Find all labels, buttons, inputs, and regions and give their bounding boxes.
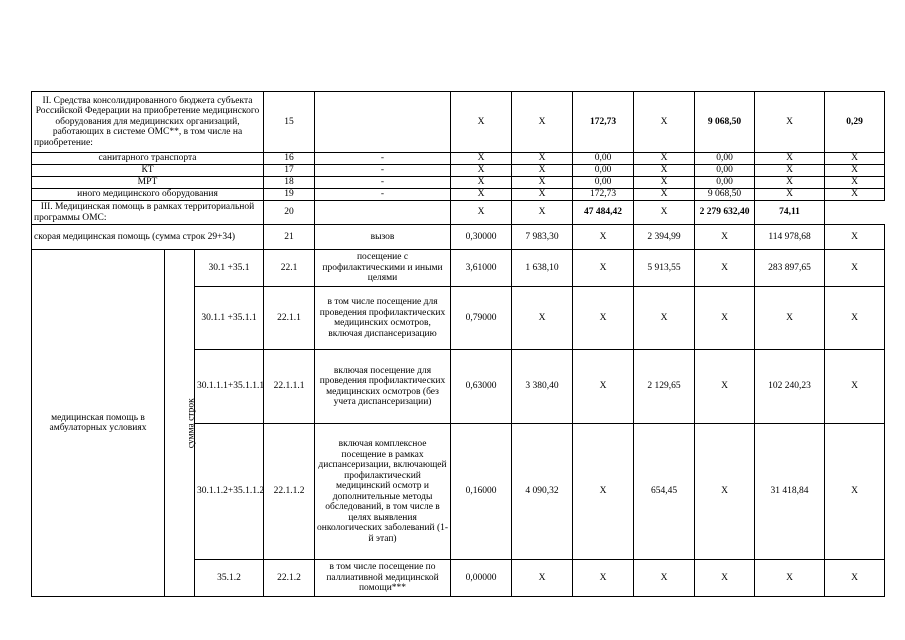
table-row [32,189,885,201]
sum-rows-vertical-label [165,250,195,597]
value-cell: X [573,350,634,424]
row-name: II. Средства консолидированного бюджета субъекта Российской Федерации на приобретение медицинского оборудования для медицинских организаций, работающих в системе ОМС**, в том числе на приобретение: [32,92,264,153]
value-cell: 3,61000 [451,250,512,287]
value-cell: X [512,92,573,153]
sum-cell: 30.1.1.1+35.1.1.1 [195,350,264,424]
value-cell: X [512,560,573,597]
value-cell: X [755,177,825,189]
value-cell: 0,00 [695,177,755,189]
value-cell: X [755,92,825,153]
value-cell: X [825,177,885,189]
value-cell: 283 897,65 [755,250,825,287]
value-cell: X [825,287,885,350]
table-row [32,201,885,225]
row-name: МРТ [32,177,264,189]
unit-cell: - [315,189,451,201]
sum-cell: 35.1.2 [195,560,264,597]
unit-cell: в том числе посещение по паллиативной медицинской помощи*** [315,560,451,597]
value-cell: 2 129,65 [634,350,695,424]
value-cell: X [634,177,695,189]
value-cell: X [451,92,512,153]
value-cell: 0,00 [695,153,755,165]
value-cell: X [573,560,634,597]
value-cell: 0,00000 [451,560,512,597]
value-cell: 0,00 [573,177,634,189]
value-cell: X [573,250,634,287]
value-cell: 0,00 [573,153,634,165]
line-number: 20 [264,201,315,225]
value-cell: X [512,287,573,350]
value-cell: 0,16000 [451,424,512,560]
value-cell: X [451,165,512,177]
line-number: 17 [264,165,315,177]
value-cell: X [451,189,512,201]
value-cell: 0,30000 [451,225,512,250]
value-cell: X [825,350,885,424]
line-number: 22.1.2 [264,560,315,597]
value-cell: X [825,560,885,597]
row-name: скорая медицинская помощь (сумма строк 29+34) [32,225,264,250]
unit-cell: включая посещение для проведения профилактических медицинских осмотров (без учета диспансеризации) [315,350,451,424]
unit-cell: - [315,153,451,165]
value-cell: X [695,424,755,560]
value-cell: 0,00 [573,165,634,177]
value-cell: 5 913,55 [634,250,695,287]
value-cell: X [634,287,695,350]
row-name: иного медицинского оборудования [32,189,264,201]
line-number: 22.1.1.1 [264,350,315,424]
value-cell: 4 090,32 [512,424,573,560]
table-row [32,92,885,153]
value-cell: 0,63000 [451,350,512,424]
ambulatory-care-label: медицинская помощь в амбулаторных условиях [32,250,165,597]
unit-cell [315,92,451,153]
value-cell: 7 983,30 [512,225,573,250]
line-number: 19 [264,189,315,201]
value-cell: 9 068,50 [695,92,755,153]
value-cell: 31 418,84 [755,424,825,560]
value-cell: X [634,560,695,597]
value-cell: X [512,165,573,177]
value-cell: 172,73 [573,189,634,201]
unit-cell: вызов [315,225,451,250]
sum-rows-text: сумма строк [186,398,197,448]
value-cell: X [695,287,755,350]
value-cell: X [755,189,825,201]
table-row [32,153,885,165]
value-cell: X [573,225,634,250]
value-cell: 9 068,50 [695,189,755,201]
line-number: 22.1 [264,250,315,287]
value-cell: X [512,189,573,201]
value-cell: 0,00 [695,165,755,177]
value-cell: X [451,153,512,165]
tariff-table [31,91,885,597]
row-name: III. Медицинская помощь в рамках территориальной программы ОМС: [32,201,264,225]
value-cell: 654,45 [634,424,695,560]
value-cell: X [825,153,885,165]
value-cell: X [755,287,825,350]
value-cell: X [634,165,695,177]
unit-cell [315,201,451,225]
value-cell: X [695,225,755,250]
value-cell: X [825,189,885,201]
row-name: санитарного транспорта [32,153,264,165]
value-cell: X [825,424,885,560]
table-row [32,250,885,287]
unit-cell: посещение с профилактическими и иными целями [315,250,451,287]
value-cell: X [755,165,825,177]
value-cell: X [695,560,755,597]
line-number: 22.1.1 [264,287,315,350]
value-cell: X [825,250,885,287]
row-name: КТ [32,165,264,177]
value-cell: X [451,201,512,225]
value-cell: 102 240,23 [755,350,825,424]
value-cell: X [755,560,825,597]
sum-cell: 30.1.1.2+35.1.1.2 [195,424,264,560]
value-cell: X [825,165,885,177]
table-row [32,225,885,250]
value-cell: X [695,350,755,424]
value-cell: X [512,201,573,225]
unit-cell: включая комплексное посещение в рамках диспансеризации, включающей профилактический медицинский осмотр и дополнительные методы обследований, в том числе в целях выявления онкологических заболеваний (1-й этап) [315,424,451,560]
sum-cell: 30.1 +35.1 [195,250,264,287]
line-number: 21 [264,225,315,250]
value-cell: X [451,177,512,189]
value-cell: X [825,225,885,250]
value-cell: X [634,189,695,201]
value-cell: 172,73 [573,92,634,153]
value-cell: X [512,153,573,165]
value-cell: 0,79000 [451,287,512,350]
value-cell: X [755,153,825,165]
unit-cell: - [315,177,451,189]
value-cell: 0,29 [825,92,885,153]
table-row [32,165,885,177]
unit-cell: в том числе посещение для проведения профилактических медицинских осмотров, включая диспансеризацию [315,287,451,350]
value-cell: X [634,153,695,165]
sum-cell: 30.1.1 +35.1.1 [195,287,264,350]
value-cell: 2 279 632,40 [695,201,755,225]
line-number: 16 [264,153,315,165]
value-cell: 74,11 [755,201,825,225]
line-number: 22.1.1.2 [264,424,315,560]
line-number: 18 [264,177,315,189]
value-cell: 2 394,99 [634,225,695,250]
value-cell: X [573,287,634,350]
value-cell: 114 978,68 [755,225,825,250]
value-cell: X [512,177,573,189]
value-cell: 47 484,42 [573,201,634,225]
table-row [32,177,885,189]
value-cell: 1 638,10 [512,250,573,287]
value-cell: X [634,201,695,225]
line-number: 15 [264,92,315,153]
unit-cell: - [315,165,451,177]
value-cell: 3 380,40 [512,350,573,424]
value-cell: X [573,424,634,560]
value-cell: X [695,250,755,287]
value-cell: X [634,92,695,153]
